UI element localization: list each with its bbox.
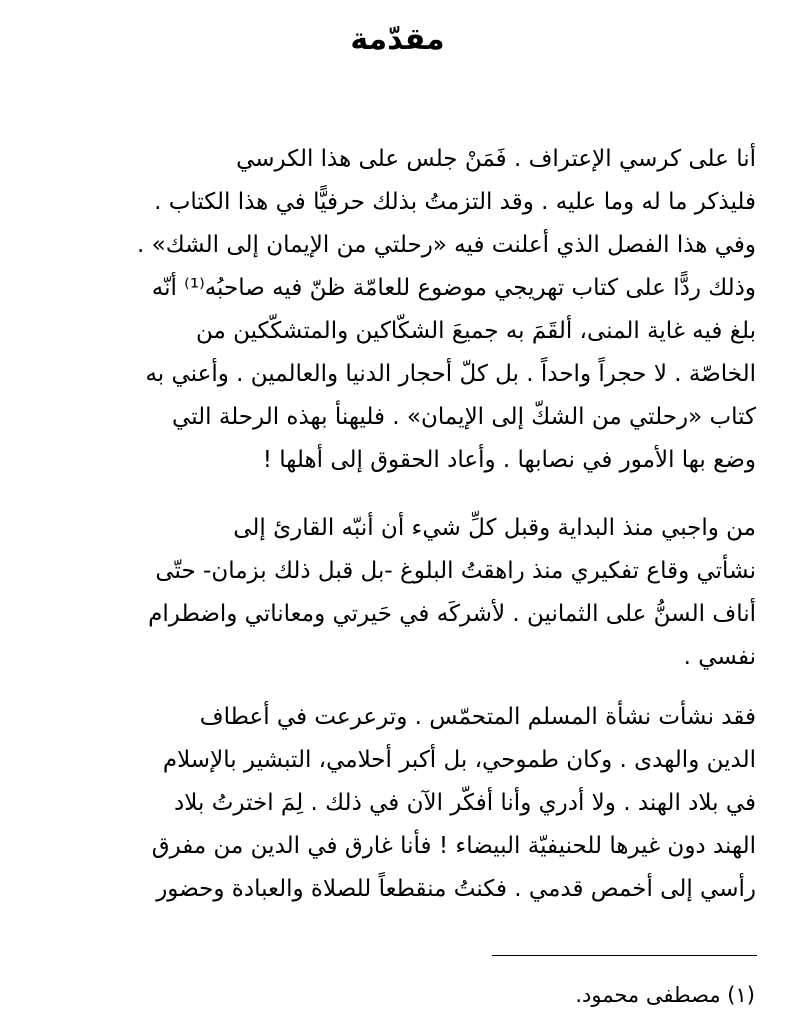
text-line: نفسي . xyxy=(683,644,756,670)
text-line: الدين والهدى . وكان طموحي، بل أكبر أحلامي، التبشير بالإسلام xyxy=(162,747,756,773)
text-line: فليذكر ما له وما عليه . وقد التزمتُ بذلك حرفيًّا في هذا الكتاب . xyxy=(154,189,756,215)
text-line: من واجبي منذ البداية وقبل كلِّ شيء أن أنبّه القارئ إلى xyxy=(233,515,756,541)
text-line: أناف السنُّ على الثمانين . لأشركَه في حَيرتي ومعاناتي واضطرام xyxy=(148,601,756,627)
text-line: الهند دون غيرها للحنيفيّة البيضاء ! فأنا غارق في الدين من مفرق xyxy=(151,833,756,859)
footnote: (١) مصطفى محمود. xyxy=(575,983,755,1007)
text-line: نشأتي وقاع تفكيري منذ راهقتُ البلوغ -بل قبل ذلك بزمان- حتّى xyxy=(155,558,756,584)
paragraph-3 xyxy=(46,696,756,911)
text-line: بلغ فيه غاية المنى، ألقَمَ به جميعَ الشكّاكين والمتشكّكين من xyxy=(195,318,756,344)
paragraph-2 xyxy=(46,507,756,679)
text-line: فقد نشأت نشأة المسلم المتحمّس . وترعرعت في أعطاف xyxy=(199,704,756,730)
paragraph-1 xyxy=(46,138,756,482)
text-line: أنا على كرسي الإعتراف . فَمَنْ جلس على هذا الكرسي xyxy=(236,146,756,172)
text-line: كتاب «رحلتي من الشكّ إلى الإيمان» . فليهنأ بهذه الرحلة التي xyxy=(172,404,756,430)
footnote-divider xyxy=(492,955,757,956)
text-line: الخاصّة . لا حجراً واحداً . بل كلّ أحجار الدنيا والعالمين . وأعني به xyxy=(145,361,756,387)
text-line: في بلاد الهند . ولا أدري وأنا أفكّر الآن في ذلك . لِمَ اخترتُ بلاد xyxy=(174,790,756,816)
text-line: وضع بها الأمور في نصابها . وأعاد الحقوق إلى أهلها ! xyxy=(262,447,756,473)
page-title: مقدّمة xyxy=(350,22,445,57)
text-line: وذلك ردًّا على كتاب تهريجي موضوع للعامّة ظنّ فيه صاحبُه⁽¹⁾ أنّه xyxy=(151,275,756,301)
text-line: رأسي إلى أخمص قدمي . فكنتُ منقطعاً للصلاة والعبادة وحضور xyxy=(156,876,756,902)
text-line: وفي هذا الفصل الذي أعلنت فيه «رحلتي من الإيمان إلى الشك» . xyxy=(137,232,756,258)
